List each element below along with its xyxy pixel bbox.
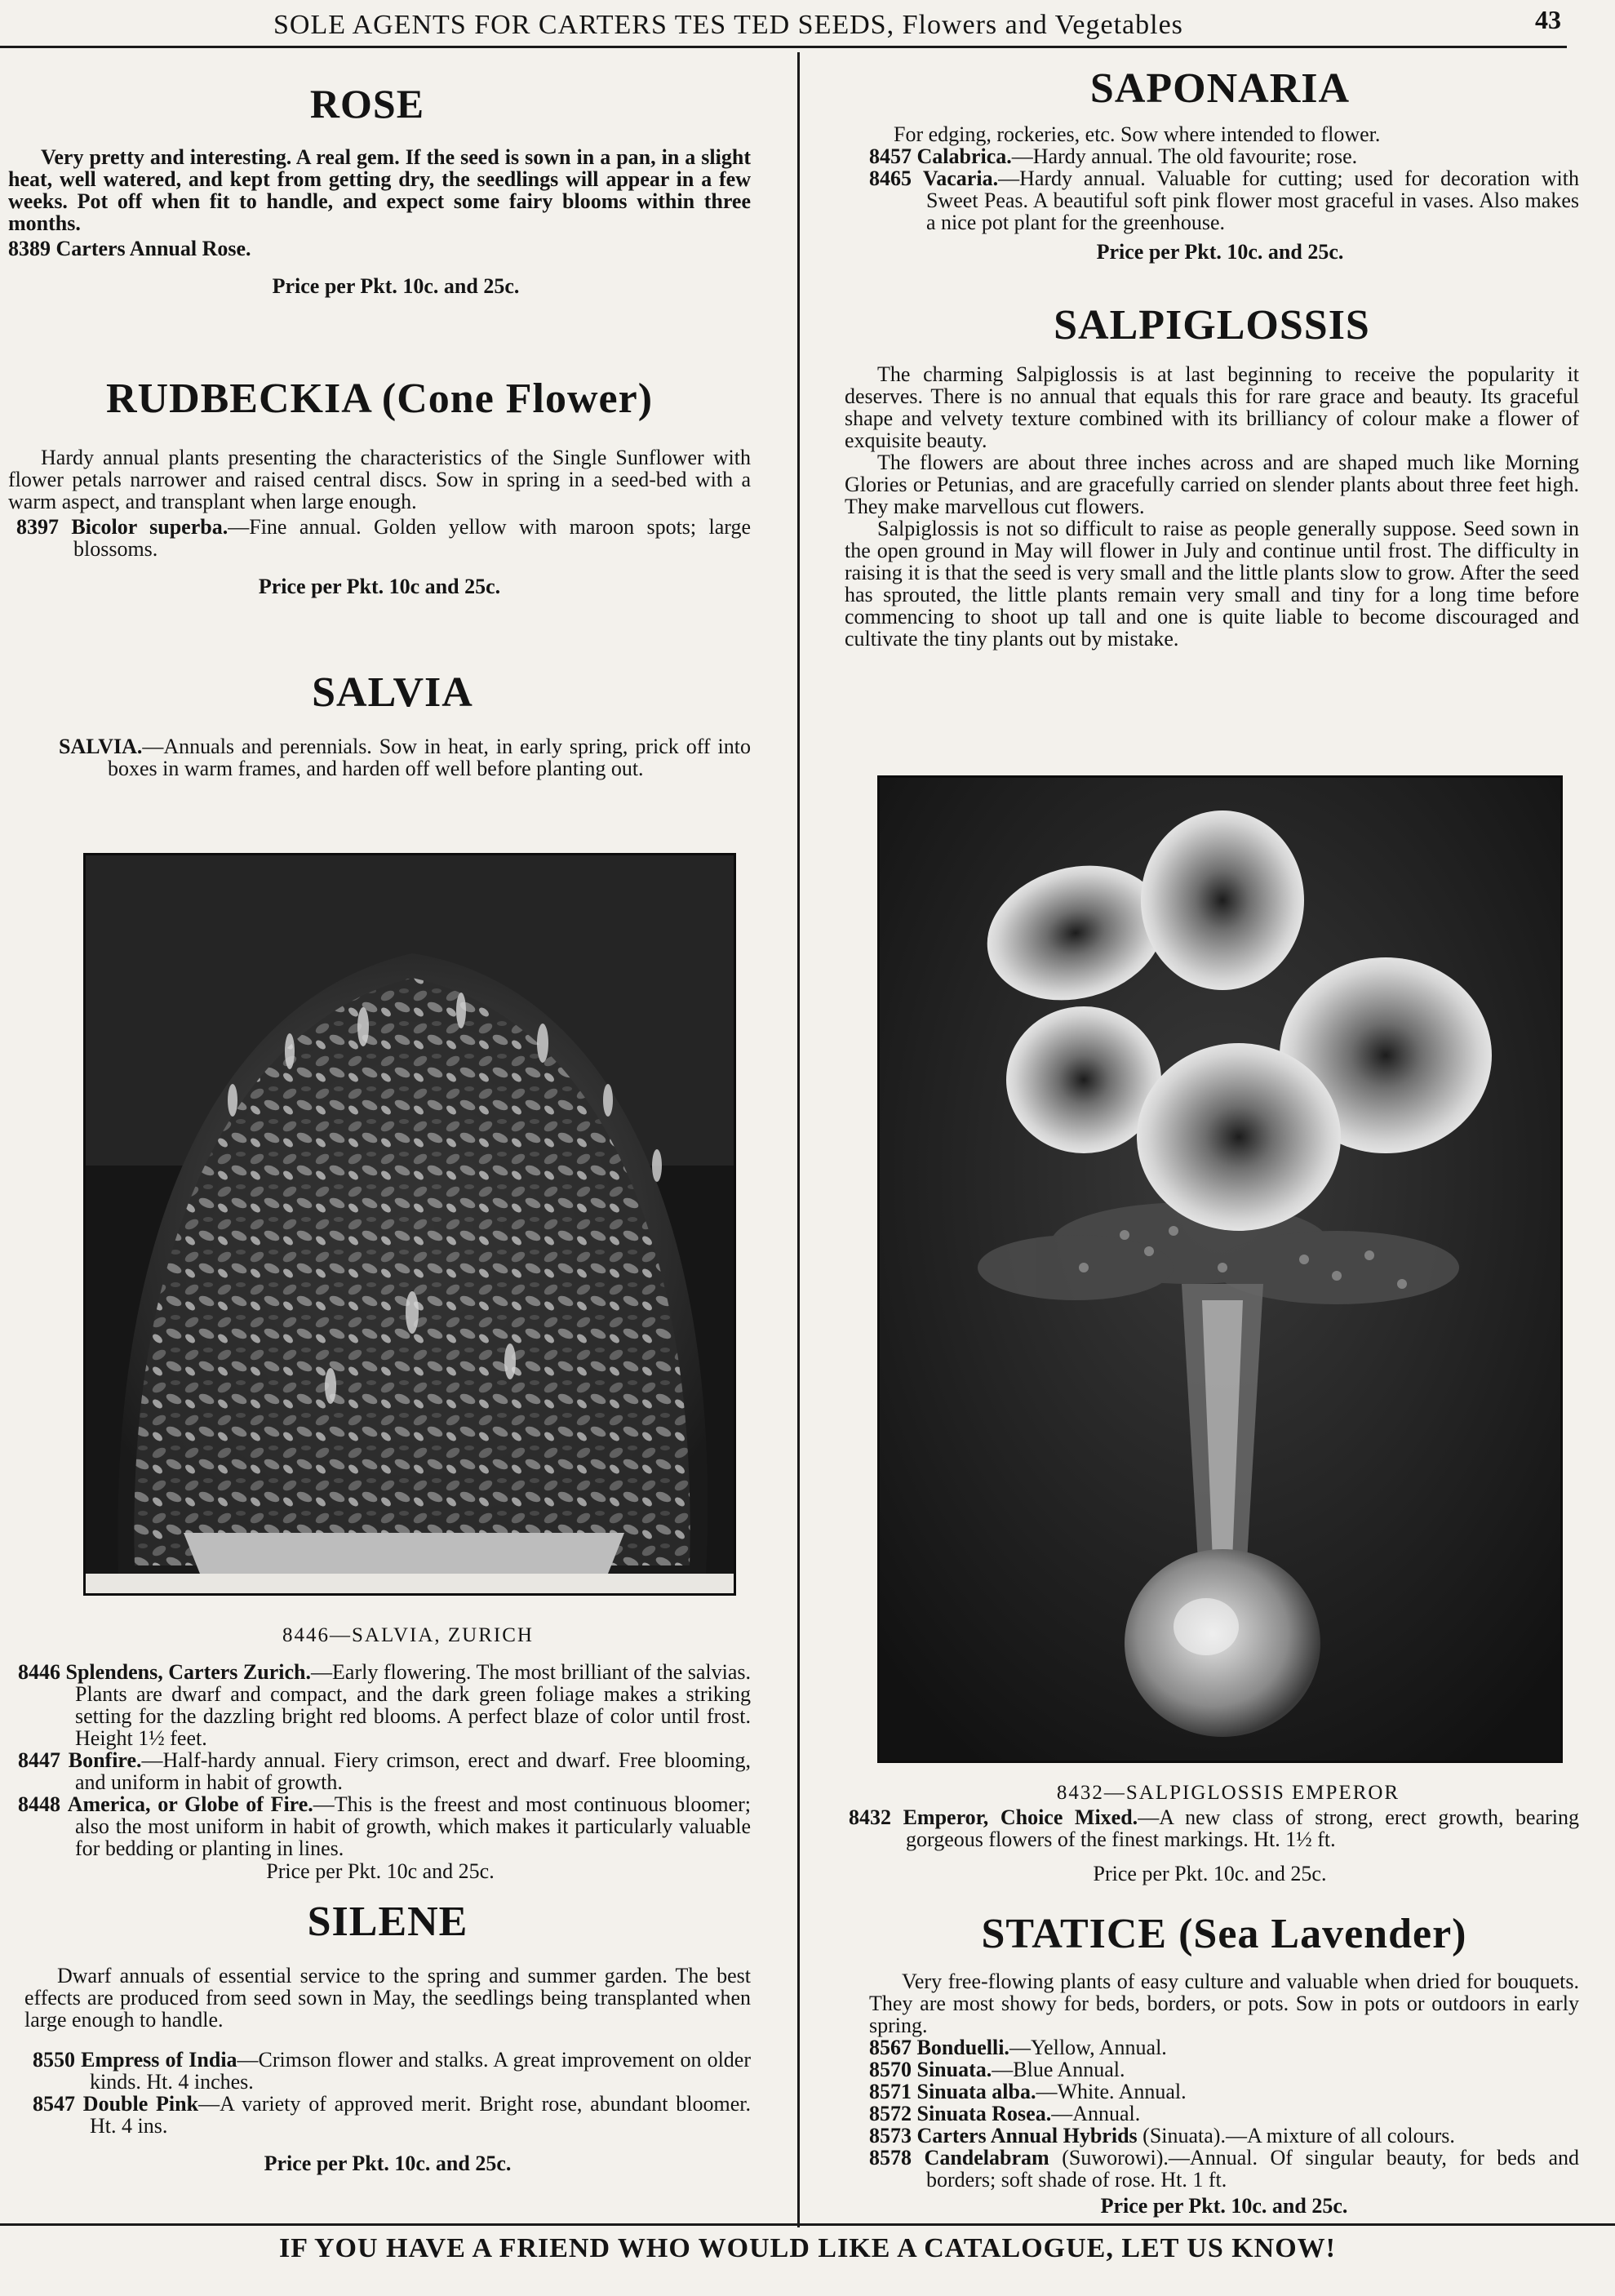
- section-intro: For edging, rockeries, etc. Sow where intended to flower.: [894, 122, 1381, 147]
- entry-number: 8570: [869, 2058, 912, 2082]
- section-rose: [0, 82, 783, 299]
- section-title: SAPONARIA: [1089, 65, 1351, 112]
- section-title: SILENE: [307, 1899, 468, 1945]
- entry: [869, 2036, 1579, 2058]
- price-line: Price per Pkt. 10c. and 25c.: [1093, 1862, 1327, 1885]
- entry-description: —A variety of approved merit. Bright rose, abundant bloomer. Ht. 4 ins.: [90, 2092, 751, 2138]
- entry-description: —This is the freest and most continuous bloomer; also the most uniform in habit of growth, which makes it particularly valuable for bedding or planting in lines.: [75, 1792, 752, 1860]
- entry-number: 8448: [18, 1792, 60, 1816]
- entry-name: Carters Annual Rose.: [55, 237, 251, 260]
- header-title-rest: Flowers and Vegetables: [902, 10, 1183, 40]
- entry-name: Emperor, Choice Mixed.: [903, 1805, 1138, 1829]
- salvia-entries: [0, 1661, 783, 1884]
- entry-name: Sinuata alba.: [916, 2080, 1036, 2104]
- section-intro: Very pretty and interesting. A real gem. If the seed is sown in a pan, in a slight heat, well watered, and kept from getting dry, the seedlings will appear in a few weeks. Pot off when fit to handle, and expect some fairy blooms within three months.: [8, 145, 751, 235]
- entry-name: Calabrica.: [916, 144, 1012, 169]
- section-salpiglossis: [836, 302, 1587, 650]
- section-intro: Dwarf annuals of essential service to the spring and summer garden. The best effects are produced from seed sown in May, the seedlings being transplanted when large enough to handle.: [24, 1964, 751, 2032]
- intro-text: —Annuals and perennials. Sow in heat, in early spring, prick off into boxes in warm frames, and harden off well before planting out.: [108, 735, 751, 781]
- entry-number: 8578: [869, 2146, 912, 2170]
- entry-description: —Early flowering. The most brilliant of the salvias. Plants are dwarf and compact, and the dark green foliage makes a striking setting for the dazzling bright red blooms. A perfect blaze of color until frost. Height 1½ feet.: [75, 1660, 752, 1750]
- section-rudbeckia: [0, 375, 783, 599]
- section-title: ROSE: [309, 81, 425, 127]
- price-line: Price per Pkt. 10c and 25c.: [258, 575, 501, 599]
- entry-number: 8465: [869, 167, 912, 191]
- page-footer: IF YOU HAVE A FRIEND WHO WOULD LIKE A CATALOGUE, LET US KNOW!: [279, 2233, 1336, 2263]
- header-rule: [0, 46, 1567, 48]
- entry-number: 8447: [18, 1748, 60, 1772]
- price-line: Price per Pkt. 10c and 25c.: [266, 1859, 495, 1883]
- entry-number: 8397: [16, 515, 59, 540]
- entry-description: (Suworowi).—Annual. Of singular beauty, for beds and borders; soft shade of rose. Ht. 1 ft.: [926, 2146, 1579, 2192]
- section-salvia: [0, 669, 783, 779]
- entry: [869, 2125, 1579, 2147]
- section-intro: [59, 735, 751, 779]
- header-title-caps: SOLE AGENTS FOR CARTERS TES TED SEEDS,: [273, 10, 895, 40]
- salpiglossis-photo-image: [880, 778, 1563, 1763]
- section-paragraph: The charming Salpiglossis is at last beginning to receive the popularity it deserves. There is no annual that equals this for rare grace and beauty. Its graceful shape and velvety texture combined with its brilliancy of colour make a flower of exquisite beauty.: [845, 362, 1579, 453]
- entry: [869, 2081, 1579, 2103]
- section-intro: Hardy annual plants presenting the characteristics of the Single Sunflower with flower petals narrower and raised central discs. Sow in spring in a seed-bed with a warm aspect, and transplant when large enough.: [8, 446, 751, 514]
- entry-description: —Blue Annual.: [992, 2058, 1125, 2082]
- salpiglossis-photo: [877, 775, 1563, 1763]
- section-saponaria: [836, 65, 1587, 264]
- entry-description: (Sinuata).—A mixture of all colours.: [1137, 2124, 1455, 2148]
- entry-name: Bicolor superba.: [71, 515, 228, 540]
- entry-number: 8457: [869, 144, 912, 169]
- section-title: STATICE (Sea Lavender): [981, 1911, 1467, 1957]
- entry-description: —Annual.: [1051, 2102, 1141, 2126]
- entry-description: —Fine annual. Golden yellow with maroon spots; large blossoms.: [73, 515, 751, 562]
- entry: [869, 2147, 1579, 2191]
- header-title: [273, 10, 1183, 41]
- entry: [24, 2049, 751, 2093]
- entry: [24, 2093, 751, 2137]
- entry-number: 8573: [869, 2124, 912, 2148]
- salpiglossis-entries: [836, 1806, 1587, 1886]
- entry-description: —Crimson flower and stalks. A great improvement on older kinds. Ht. 4 inches.: [90, 2048, 751, 2094]
- entry-description: —White. Annual.: [1036, 2080, 1187, 2104]
- section-title: RUDBECKIA (Cone Flower): [105, 375, 654, 422]
- entry-name: Sinuata.: [916, 2058, 992, 2082]
- entry-number: 8432: [849, 1805, 891, 1829]
- section-intro: Very free-flowing plants of easy culture and valuable when dried for bouquets. They are most showy for beds, borders, or pots. Sow in pots or outdoors in early spring.: [869, 1970, 1579, 2038]
- entry: [10, 1661, 751, 1749]
- photo-caption: 8446—SALVIA, ZURICH: [282, 1624, 534, 1646]
- entry-number: 8571: [869, 2080, 912, 2104]
- entry-name: Carters Annual Hybrids: [916, 2124, 1138, 2148]
- section-statice: [836, 1911, 1587, 2218]
- price-line: Price per Pkt. 10c. and 25c.: [1100, 2194, 1348, 2218]
- section-title: SALVIA: [312, 669, 473, 716]
- entry-number: 8547: [33, 2092, 75, 2116]
- price-line: Price per Pkt. 10c. and 25c.: [272, 274, 520, 298]
- entry: [841, 1806, 1579, 1850]
- entry-description: —Yellow, Annual.: [1009, 2036, 1167, 2060]
- entry: [10, 1749, 751, 1793]
- price-line: Price per Pkt. 10c. and 25c.: [264, 2152, 512, 2176]
- entry-name: Bonfire.: [68, 1748, 142, 1772]
- column-divider: [797, 52, 800, 2227]
- entry-name: Double Pink: [82, 2092, 199, 2116]
- entry: [861, 167, 1579, 233]
- salvia-photo: [83, 853, 736, 1596]
- section-title: SALPIGLOSSIS: [1054, 302, 1370, 349]
- entry-number: 8572: [869, 2102, 912, 2126]
- entry-description: —A new class of strong, erect growth, bearing gorgeous flowers of the finest markings. Ht. 1½ ft.: [906, 1805, 1580, 1851]
- page-number: 43: [1535, 5, 1561, 34]
- section-paragraph: Salpiglossis is not so difficult to raise as people generally suppose. Seed sown in the open ground in May will flower in July and continue until frost. The difficulty in raising it is that the seed is very small and the little plants slow to grow. After the seed has sprouted, the little plants remain very small and tiny for a long time before commencing to shoot up tall and one is quite liable to become discouraged and cultivate the tiny plants out by mistake.: [845, 517, 1579, 651]
- entry-number: 8567: [869, 2036, 912, 2060]
- entry-number: 8550: [33, 2048, 75, 2072]
- entry-name: America, or Globe of Fire.: [67, 1792, 313, 1816]
- entry: [869, 2103, 1579, 2125]
- section-silene: [0, 1899, 783, 2176]
- entry-description: —Hardy annual. The old favourite; rose.: [1011, 144, 1358, 169]
- footer-rule: [0, 2223, 1615, 2226]
- photo-caption: 8432—SALPIGLOSSIS EMPEROR: [1056, 1782, 1400, 1804]
- entry-name: Candelabram: [924, 2146, 1049, 2170]
- section-paragraph: The flowers are about three inches across and are shaped much like Morning Glories or Petunias, and are gracefully carried on slender plants about three feet high. They make marvellous cut flowers.: [845, 451, 1579, 519]
- entry-name: Bonduelli.: [916, 2036, 1009, 2060]
- entry: [861, 145, 1579, 167]
- entry-name: Empress of India: [81, 2048, 237, 2072]
- entry-name: Splendens, Carters Zurich.: [65, 1660, 312, 1684]
- entry-description: —Hardy annual. Valuable for cutting; used for decoration with Sweet Peas. A beautiful soft pink flower most graceful in vases. Also makes a nice pot plant for the greenhouse.: [926, 167, 1579, 235]
- entry-number: 8446: [18, 1660, 60, 1684]
- entry-description: —Half-hardy annual. Fiery crimson, erect and dwarf. Free blooming, and uniform in habit of growth.: [75, 1748, 751, 1794]
- salvia-photo-image: [86, 855, 736, 1596]
- entry: [8, 516, 751, 560]
- entry: [10, 1793, 751, 1859]
- entry: [869, 2058, 1579, 2081]
- entry-name: Vacaria.: [922, 167, 999, 191]
- intro-lead: SALVIA.: [59, 735, 143, 759]
- price-line: Price per Pkt. 10c. and 25c.: [1096, 240, 1344, 264]
- entry-name: Sinuata Rosea.: [916, 2102, 1052, 2126]
- entry: [8, 238, 751, 260]
- entry-number: 8389: [8, 237, 51, 260]
